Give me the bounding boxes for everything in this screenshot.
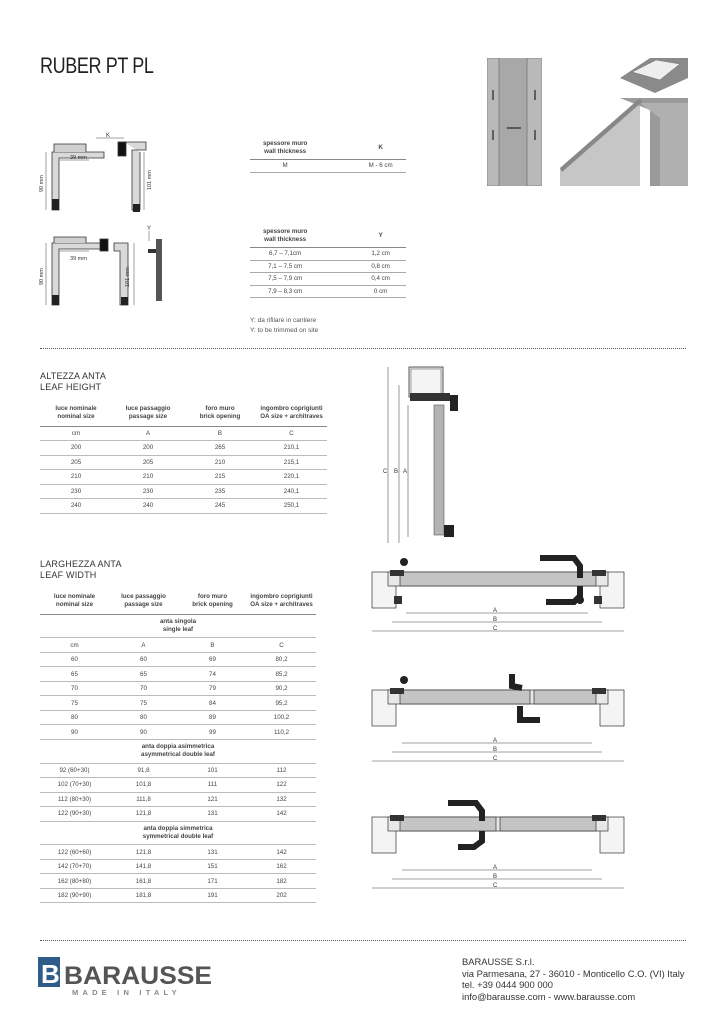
cell: 90,2 (275, 685, 288, 693)
header-wall-thickness: spessore muro wall thickness (262, 228, 308, 244)
leaf-width-table (40, 593, 316, 903)
frame-corner-3d-view (560, 58, 688, 186)
table-row (40, 711, 316, 726)
units-row (40, 427, 327, 442)
cell: 90 (140, 728, 147, 736)
width3-label-a: A (493, 865, 498, 871)
cell: 75 (71, 699, 78, 707)
cell: 112 (80+30) (57, 795, 92, 803)
cell: 75 (140, 699, 147, 707)
cell: 171 (207, 877, 218, 885)
cell: 84 (209, 699, 216, 707)
cell: B (217, 429, 223, 437)
company-tel: tel. +39 0444 900 000 (462, 979, 553, 990)
cell: 142 (276, 848, 287, 856)
cell: 240 (70, 502, 82, 510)
cell: 101,8 (135, 781, 152, 789)
page-title: RUBER PT PL (40, 53, 154, 78)
table-row (40, 793, 316, 808)
cell: 220,1 (283, 473, 300, 481)
fig2-dim3: 101 mm (125, 267, 131, 287)
cell: 181,8 (135, 892, 152, 900)
cell: 0 cm (373, 287, 388, 295)
header-brick-opening: foro muro brick opening (192, 593, 233, 609)
group-label-single-leaf: anta singola single leaf (40, 615, 316, 639)
cell: 191 (207, 892, 218, 900)
cell: 74 (209, 670, 216, 678)
header-nominal-size: luce nominale nominal size (55, 405, 97, 421)
cell: 215 (214, 473, 226, 481)
barausse-logo (38, 955, 218, 1002)
fig1-dim3: 101 mm (147, 170, 153, 190)
cell: 7,9 – 8,3 cm (268, 287, 303, 295)
company-info (462, 956, 685, 1002)
cell: 240,1 (283, 487, 300, 495)
table-row (40, 682, 316, 697)
cell: 79 (209, 685, 216, 693)
table-row (40, 653, 316, 668)
cell: 102 (70+30) (57, 781, 92, 789)
cell: 121,8 (135, 848, 152, 856)
cell: 90 (71, 728, 78, 736)
table-row (40, 807, 316, 822)
cell: 95,2 (275, 699, 288, 707)
cell: 202 (276, 892, 287, 900)
table-row (250, 273, 406, 286)
header-brick-opening: foro muro brick opening (199, 405, 241, 421)
width3-label-c: C (493, 883, 498, 889)
fig2-dim2: 90 mm (39, 268, 45, 285)
width3-label-b: B (493, 874, 498, 880)
cell: 210 (142, 473, 154, 481)
cell: 70 (140, 685, 147, 693)
table-header (40, 405, 327, 427)
group-label-symmetrical: anta doppia simmetrica symmetrical double leaf (40, 822, 316, 846)
cell: 91,8 (137, 766, 150, 774)
cell: 112 (276, 766, 287, 774)
cell: 182 (276, 877, 287, 885)
table-row (40, 778, 316, 793)
fig1-k-label: K (106, 133, 111, 139)
cell: 162 (80+80) (57, 877, 92, 885)
asymmetrical-double-leaf-drawing (370, 672, 630, 768)
cell: 80,2 (275, 656, 288, 664)
cell: 69 (209, 656, 216, 664)
fig1-dim2: 90 mm (39, 175, 45, 192)
cell: 121,8 (135, 810, 152, 818)
cell: 131 (207, 848, 218, 856)
title-en: LEAF WIDTH (40, 570, 97, 580)
table-row (40, 874, 316, 889)
width2-label-a: A (493, 738, 498, 744)
table-row (40, 485, 327, 500)
cell: 65 (71, 670, 78, 678)
height-label-b: B (394, 469, 399, 475)
cell: A (141, 641, 146, 649)
table-row (40, 456, 327, 471)
note-en: Y: to be trimmed on site (250, 327, 319, 334)
wall-thickness-k-table (250, 140, 406, 173)
cell: 245 (214, 502, 226, 510)
header-nominal-size: luce nominale nominal size (53, 593, 96, 609)
cell: 122 (90+30) (57, 810, 92, 818)
header-oa-size: ingombro coprigiunti OA size + architraves (250, 593, 313, 609)
brand-wordmark: BARAUSSE (64, 962, 212, 990)
cell: 70 (71, 685, 78, 693)
height-label-a: A (403, 469, 408, 475)
cell: 210,1 (283, 444, 300, 452)
fig1-dim1: 39 mm (70, 155, 87, 161)
width-section-title (40, 559, 122, 581)
fig2-dim1: 39 mm (70, 256, 87, 262)
cell: 265 (214, 444, 226, 452)
table-row (250, 261, 406, 274)
cell: 121 (207, 795, 218, 803)
cell: 0,4 cm (371, 275, 390, 283)
note-it: Y: da rifilare in cantiere (250, 317, 317, 324)
footer-divider (40, 940, 686, 941)
table-header (250, 140, 406, 160)
table-row (40, 764, 316, 779)
cell: 100,2 (273, 714, 290, 722)
cell: 230 (70, 487, 82, 495)
cell: 142 (276, 810, 287, 818)
table-row (40, 499, 327, 514)
cell: cm (70, 641, 79, 649)
height-label-c: C (383, 469, 388, 475)
width2-label-b: B (493, 747, 498, 753)
height-section-title (40, 371, 106, 393)
cell: 200 (142, 444, 154, 452)
width1-label-c: C (493, 626, 498, 632)
table-row (40, 667, 316, 682)
header-k: K (378, 144, 383, 151)
cell: C (289, 429, 294, 437)
table-row (250, 286, 406, 299)
cell: 65 (140, 670, 147, 678)
cell: 161,8 (135, 877, 152, 885)
cell: 210 (214, 458, 226, 466)
table-row (40, 860, 316, 875)
title-it: LARGHEZZA ANTA (40, 559, 122, 569)
single-leaf-width-drawing (370, 552, 630, 638)
table-row (40, 441, 327, 456)
table-header (40, 593, 316, 615)
table-row (40, 470, 327, 485)
trim-notes (250, 316, 318, 336)
cell: 235 (214, 487, 226, 495)
cell: M (282, 162, 288, 170)
cell: 110,2 (273, 728, 290, 736)
table-header (250, 228, 406, 248)
cell: 151 (207, 863, 218, 871)
table-row (40, 725, 316, 740)
cell: 132 (276, 795, 287, 803)
frame-front-view (487, 58, 542, 186)
table-row (40, 889, 316, 904)
cell: 205 (142, 458, 154, 466)
cell: 131 (207, 810, 218, 818)
header-passage-size: luce passaggio passage size (125, 405, 171, 421)
title-en: LEAF HEIGHT (40, 382, 102, 392)
section-drawing-y (34, 225, 174, 310)
cell: 60 (71, 656, 78, 664)
cell: C (279, 641, 284, 649)
cell: 240 (142, 502, 154, 510)
leaf-height-table (40, 405, 327, 514)
header-passage-size: luce passaggio passage size (121, 593, 166, 609)
cell: A (145, 429, 151, 437)
cell: 162 (276, 863, 287, 871)
header-oa-size: ingombro coprigiunti OA size + architraves (260, 405, 323, 421)
company-name: BARAUSSE S.r.l. (462, 956, 535, 967)
cell: 80 (71, 714, 78, 722)
header-y: Y (378, 232, 383, 239)
cell: 142 (70+70) (57, 863, 92, 871)
table-row (40, 845, 316, 860)
cell: B (210, 641, 215, 649)
table-row (250, 248, 406, 261)
table-row (40, 696, 316, 711)
section-drawing-k (34, 130, 164, 215)
cell: 6,7 – 7,1cm (268, 250, 302, 258)
cell: 122 (60+60) (57, 848, 92, 856)
cell: 210 (70, 473, 82, 481)
cell: 80 (140, 714, 147, 722)
cell: 250,1 (283, 502, 300, 510)
cell: 141,8 (135, 863, 152, 871)
title-it: ALTEZZA ANTA (40, 371, 107, 381)
cell: 99 (209, 728, 216, 736)
cell: 1,2 cm (371, 250, 390, 258)
cell: 215,1 (283, 458, 300, 466)
fig2-y-label: Y (147, 226, 152, 232)
svg-text:B: B (41, 959, 60, 989)
cell: 111,8 (136, 795, 151, 803)
group-label-asymmetrical: anta doppia asimmetrica asymmetrical double leaf (40, 740, 316, 764)
brand-tagline: MADE IN ITALY (72, 988, 181, 997)
units-row (40, 638, 316, 653)
leaf-height-drawing (380, 365, 470, 545)
cell: 101 (207, 766, 218, 774)
cell: 122 (276, 781, 287, 789)
header-wall-thickness: spessore muro wall thickness (262, 140, 308, 156)
section-divider (40, 348, 686, 349)
width1-label-b: B (493, 617, 498, 623)
cell: 92 (60+30) (59, 766, 90, 774)
cell: 7,1 – 7,5 cm (268, 262, 303, 270)
cell: 182 (90+90) (57, 892, 92, 900)
cell: 0,8 cm (371, 262, 390, 270)
cell: 85,2 (275, 670, 288, 678)
cell: 111 (207, 781, 218, 789)
company-address: via Parmesana, 27 - 36010 - Monticello C.O. (VI) Italy (462, 967, 685, 979)
symmetrical-double-leaf-drawing (370, 797, 630, 895)
width2-label-c: C (493, 756, 498, 762)
cell: 60 (140, 656, 147, 664)
cell: 7,5 – 7,9 cm (268, 275, 303, 283)
cell: 230 (142, 487, 154, 495)
cell: cm (71, 429, 81, 437)
company-web[interactable]: info@barausse.com - www.barausse.com (462, 990, 636, 1002)
cell: 205 (70, 458, 82, 466)
cell: 200 (70, 444, 82, 452)
cell: 89 (209, 714, 216, 722)
width1-label-a: A (493, 608, 498, 614)
cell: M - 6 cm (368, 162, 393, 170)
table-row (250, 160, 406, 173)
wall-thickness-y-table (250, 228, 406, 298)
